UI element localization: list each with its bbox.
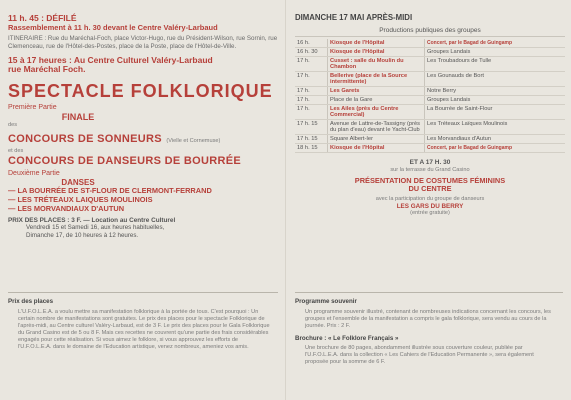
programme-souvenir-heading: Programme souvenir — [295, 298, 357, 305]
schedule-group — [425, 120, 566, 135]
schedule-time: 17 h. — [295, 96, 328, 105]
schedule-row — [295, 48, 565, 57]
schedule-group-text: Groupes Landais — [427, 97, 471, 104]
schedule-group — [425, 87, 566, 96]
schedule-place-text: Kiosque de l'Hôpital — [330, 40, 385, 47]
schedule-place — [328, 96, 425, 105]
schedule-group — [425, 96, 566, 105]
schedule-place — [328, 48, 425, 57]
schedule-place — [328, 105, 425, 120]
productions-heading: Productions publiques des groupes — [295, 27, 565, 37]
schedule-time: 17 h. — [295, 105, 328, 120]
du-centre-label: DU CENTRE — [408, 184, 452, 194]
schedule-group — [425, 39, 566, 48]
schedule-time: 17 h. — [295, 72, 328, 87]
schedule-time: 16 h. — [295, 39, 328, 48]
danses-label: DANSES — [61, 178, 95, 188]
spectacle-title: SPECTACLE FOLKLORIQUE — [8, 81, 273, 102]
schedule-place — [328, 120, 425, 135]
schedule-place-text: Les Garets — [330, 88, 360, 95]
contest2-title: CONCOURS DE DANSEURS DE BOURRÉE — [8, 154, 241, 167]
prix-places-heading: Prix des places — [8, 298, 54, 305]
schedule-group-text: Les Tréteaux Laïques Moulinois — [427, 121, 508, 128]
schedule-group-text: Les Gounauds de Bort — [427, 73, 484, 80]
schedule-group — [425, 72, 566, 87]
schedule-group — [425, 48, 566, 57]
defile-heading: 11 h. 45 : DÉFILÉ — [8, 13, 77, 23]
schedule-row — [295, 87, 565, 96]
rassemblement-text: Rassemblement à 11 h. 30 devant le Centre Valéry-Larbaud — [8, 22, 218, 32]
schedule-place-text: Kiosque de l'Hôpital — [330, 49, 385, 56]
schedule-time: 17 h. — [295, 87, 328, 96]
schedule-row — [295, 39, 565, 48]
schedule-time: 17 h. 15 — [295, 120, 328, 135]
price-line-1: PRIX DES PLACES : 3 F. — Location au Centre Culturel — [8, 217, 176, 225]
dance-item-1: — LA BOURRÉE DE ST-FLOUR DE CLERMONT-FERRAND — [8, 186, 212, 196]
schedule-group-text: Concert, par le Bagad de Guingamp — [427, 40, 513, 47]
dance-item-2: — LES TRÉTEAUX LAIQUES MOULINOIS — [8, 195, 153, 204]
prix-places-text: L'U.F.O.L.E.A. a voulu mettre sa manifestation folklorique à la portée de tous. C'est pourquoi : Un certain nombre de manifestations sont gratuites. Le prix des places pour le spectacle Folklorique de l'après-midi, au Centre culturel Valéry-Larbaud, est de 3 F. Le prix des places pour le Gala Folklorique du Grand Casino est de 5 ou 8 F. Mais ces recettes ne couvrent qu'une partie des frais considérables engagés pour cette réalisation. Si vous aimez le folklore, si vous approuvez les efforts de l'U.F.O.L.E.A. dans le domaine de l'Education artistique, venez nombreux, ameniez vos amis. — [18, 309, 270, 351]
center-fold — [285, 0, 286, 400]
dance-item-3: — LES MORVANDIAUX D'AUTUN — [8, 203, 125, 213]
itinerary-text: ITINERAIRE : Rue du Maréchal-Foch, place Victor-Hugo, rue du Président-Wilson, rue Sornin, rue Clemenceau, rue de l'Hôtel-des-Postes, place de la Poste, place de l'Hôtel-de-Ville. — [8, 35, 278, 50]
schedule-group-text: Les Morvandiaux d'Autun — [427, 136, 492, 143]
programme-souvenir-text: Un programme souvenir illustré, contenant de nombreuses indications concernant les concours, les groupes et l'ensemble de la manifestation a compris le gala folklorique, sera vendu au cours de la journée. Prix : 2 F. — [305, 309, 551, 330]
schedule-place — [328, 39, 425, 48]
schedule-place — [328, 87, 425, 96]
schedule-place — [328, 144, 425, 153]
schedule-place-text: Place de la Gare — [330, 97, 373, 104]
right-page — [295, 14, 565, 217]
schedule-row — [295, 57, 565, 72]
price-line-3: Dimanche 17, de 10 heures à 12 heures. — [26, 231, 139, 239]
price-line-2: Vendredi 15 et Samedi 16, aux heures habituelles, — [26, 224, 165, 232]
schedule-group-text: Groupes Landais — [427, 49, 471, 56]
schedule-place — [328, 57, 425, 72]
schedule-row — [295, 135, 565, 144]
part2-label: Deuxième Partie — [8, 170, 60, 178]
entree-gratuite: (entrée gratuite) — [410, 210, 450, 217]
schedule-group — [425, 105, 566, 120]
schedule-time: 17 h. 15 — [295, 135, 328, 144]
contest1-title: CONCOURS DE SONNEURS — [8, 133, 162, 146]
schedule-place-text: Square Albert-Ier — [330, 136, 373, 143]
schedule-row — [295, 105, 565, 120]
schedule-group-text: Concert, par le Bagad de Guingamp — [427, 145, 513, 152]
schedule-table — [295, 39, 565, 153]
footer-divider-left — [8, 292, 278, 293]
schedule-group — [425, 135, 566, 144]
footer-divider-right — [295, 292, 563, 293]
schedule-group-text: Les Troubadours de Tulle — [427, 58, 492, 65]
schedule-row — [295, 72, 565, 87]
footer-left — [8, 298, 270, 351]
presentation-title: PRÉSENTATION DE COSTUMES FÉMININS — [354, 175, 506, 185]
participation-text: avec la participation du groupe de danseurs — [375, 195, 485, 202]
et-a-label: ET A 17 H. 30 — [409, 159, 451, 167]
et-des-label: et des — [8, 147, 24, 154]
part1-label: Première Partie — [8, 103, 57, 111]
terrace-label: sur la terrasse du Grand Casino — [390, 166, 470, 173]
schedule-group-text: Notre Berry — [427, 88, 457, 95]
afternoon-location: rue Maréchal Foch. — [8, 64, 86, 75]
contest1-line — [8, 129, 278, 147]
schedule-place-text: Avenue de Lattre-de-Tassigny (près du plan d'eau) devant le Yacht-Club — [330, 121, 420, 134]
des-label: des — [8, 122, 18, 129]
schedule-place-text: Bellerive (place de la Source intermittente) — [330, 73, 408, 86]
sunday-heading: DIMANCHE 17 MAI APRÈS-MIDI — [295, 13, 413, 22]
brochure-heading: Brochure : « Le Folklore Français » — [295, 335, 399, 343]
contest1-note: (Vielle et Cornemuse) — [166, 138, 221, 145]
schedule-time: 18 h. 15 — [295, 144, 328, 153]
gars-du-berry: LES GARS DU BERRY — [396, 202, 464, 210]
schedule-row — [295, 120, 565, 135]
schedule-time: 16 h. 30 — [295, 48, 328, 57]
schedule-group-text: La Bourrée de Saint-Flour — [427, 106, 493, 113]
schedule-group — [425, 57, 566, 72]
finale-label: FINALE — [61, 111, 95, 122]
schedule-place — [328, 135, 425, 144]
schedule-row — [295, 144, 565, 153]
left-page — [8, 14, 278, 239]
schedule-time: 17 h. — [295, 57, 328, 72]
schedule-place-text: Kiosque de l'Hôpital — [330, 145, 385, 152]
schedule-group — [425, 144, 566, 153]
schedule-row — [295, 96, 565, 105]
schedule-place-text: Les Ailes (près du Centre Commercial) — [330, 106, 399, 119]
schedule-place-text: Cusset : salle du Moulin du Chambon — [330, 58, 404, 71]
brochure-text: Une brochure de 80 pages, abondamment illustrée sous couverture couleur, publiée par l'U.F.O.L.E.A. dans la collection « Les Cahiers de l'Education Permanente », sera également proposée pour la somme de 6 F. — [305, 345, 534, 366]
footer-right — [295, 298, 557, 366]
afternoon-heading: 15 à 17 heures : Au Centre Culturel Valéry-Larbaud — [8, 54, 213, 65]
schedule-place — [328, 72, 425, 87]
